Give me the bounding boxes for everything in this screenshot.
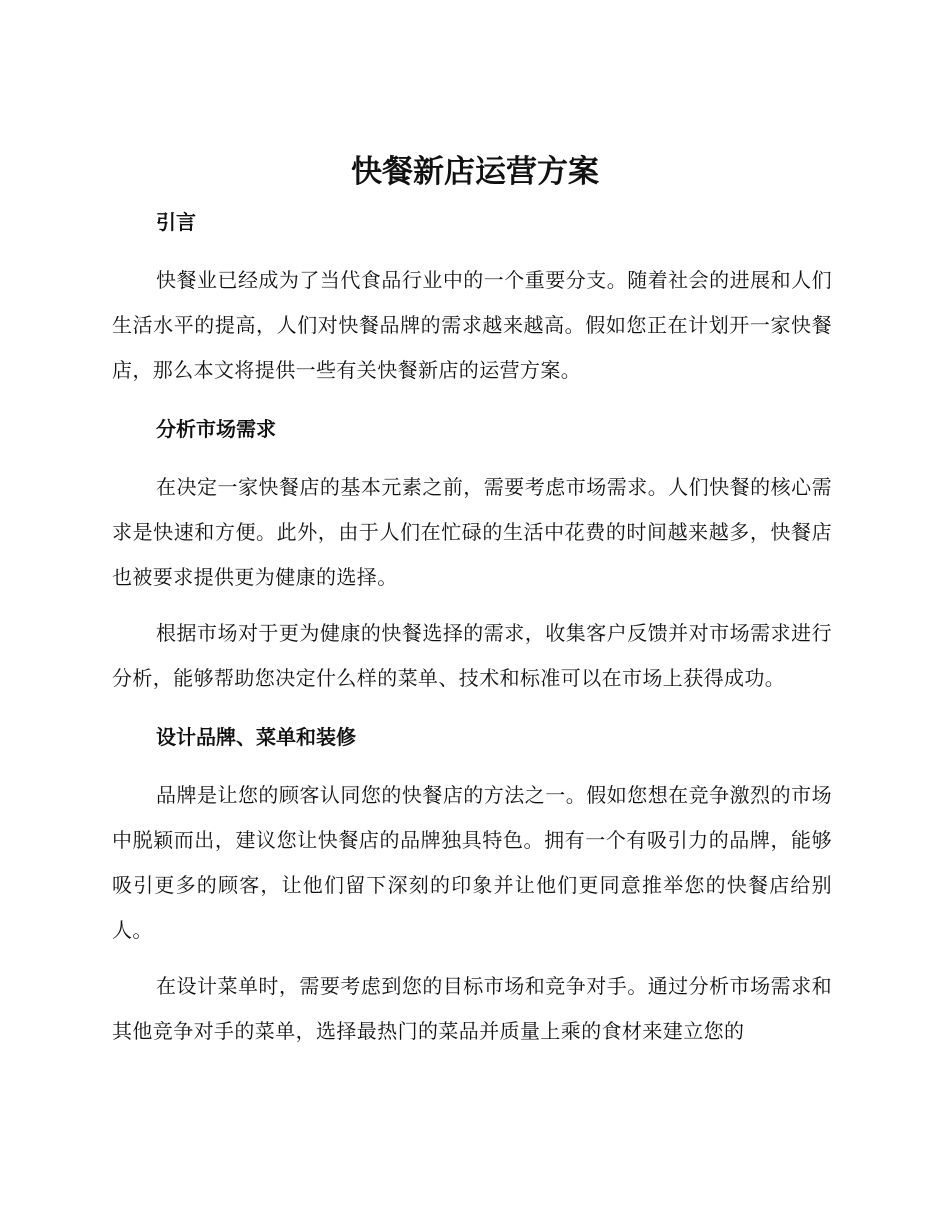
document-body bbox=[112, 202, 832, 1054]
paragraph: 根据市场对于更为健康的快餐选择的需求，收集客户反馈并对市场需求进行分析，能够帮助您决定什么样的菜单、技术和标准可以在市场上获得成功。 bbox=[112, 621, 832, 690]
paragraph: 在设计菜单时，需要考虑到您的目标市场和竞争对手。通过分析市场需求和其他竞争对手的菜单，选择最热门的菜品并质量上乘的食材来建立您的 bbox=[112, 974, 832, 1043]
section-heading-market-analysis: 分析市场需求 bbox=[156, 417, 276, 441]
section-heading-intro: 引言 bbox=[156, 210, 196, 234]
paragraph: 在决定一家快餐店的基本元素之前，需要考虑市场需求。人们快餐的核心需求是快速和方便。此外，由于人们在忙碌的生活中花费的时间越来越多，快餐店也被要求提供更为健康的选择。 bbox=[112, 475, 832, 589]
document-title: 快餐新店运营方案 bbox=[351, 154, 599, 190]
paragraph: 品牌是让您的顾客认同您的快餐店的方法之一。假如您想在竞争激烈的市场中脱颖而出，建议您让快餐店的品牌独具特色。拥有一个有吸引力的品牌，能够吸引更多的顾客，让他们留下深刻的印象并让他们更同意推举您的快餐店给别人。 bbox=[112, 783, 832, 942]
paragraph: 快餐业已经成为了当代食品行业中的一个重要分支。随着社会的进展和人们生活水平的提高，人们对快餐品牌的需求越来越高。假如您正在计划开一家快餐店，那么本文将提供一些有关快餐新店的运营方案。 bbox=[112, 268, 832, 382]
section-heading-brand-design: 设计品牌、菜单和装修 bbox=[156, 725, 356, 749]
